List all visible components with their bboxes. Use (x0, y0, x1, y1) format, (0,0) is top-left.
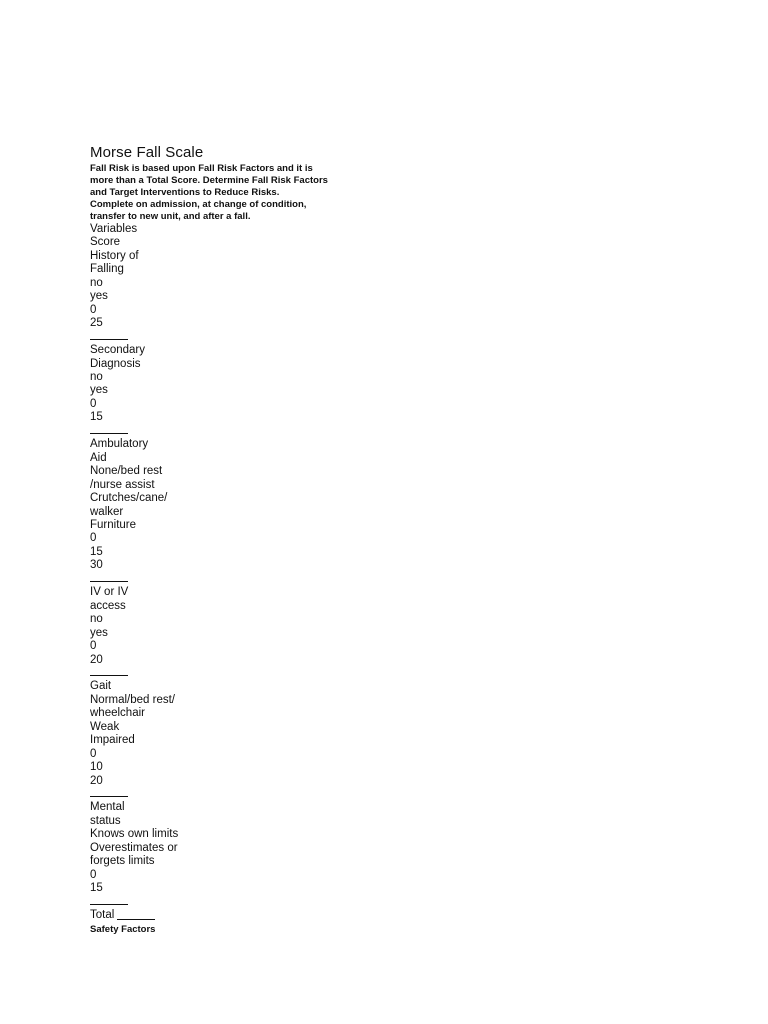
blank-underline (90, 425, 128, 434)
history-score: 25 (90, 317, 103, 330)
mental-score: 15 (90, 882, 103, 895)
mental-option: Overestimates or (90, 841, 178, 854)
mental-score: 0 (90, 868, 97, 881)
ambulatory-label: Aid (90, 451, 107, 464)
gait-option: Impaired (90, 734, 135, 747)
intro-line: Complete on admission, at change of condition, (90, 199, 307, 210)
gait-score-blank (90, 788, 510, 801)
secondary-score-blank (90, 425, 510, 438)
gait-score: 20 (90, 774, 103, 787)
header-variables: Variables (90, 223, 138, 235)
gait-option: wheelchair (90, 707, 145, 720)
history-score: 0 (90, 303, 97, 316)
ambulatory-option: Furniture (90, 518, 137, 531)
gait-option: Normal/bed rest/ (90, 693, 176, 706)
gait-label: Gait (90, 680, 112, 693)
iv-label: access (90, 599, 126, 612)
history-option: no (90, 276, 103, 289)
ambulatory-option: None/bed rest (90, 465, 163, 478)
iv-score: 20 (90, 653, 103, 666)
secondary-option: yes (90, 384, 108, 397)
ambulatory-score-blank (90, 573, 510, 586)
scale-body (90, 223, 510, 937)
intro-line: more than a Total Score. Determine Fall Risk Factors (90, 175, 328, 186)
iv-option: no (90, 613, 103, 626)
safety-factors-heading: Safety Factors (90, 923, 156, 935)
iv-score-blank (90, 667, 510, 680)
blank-underline (90, 573, 128, 582)
blank-underline (90, 788, 128, 797)
mental-score-blank (90, 896, 510, 909)
history-score-blank (90, 331, 510, 344)
total-label: Total (90, 909, 115, 922)
intro-paragraph (90, 163, 340, 223)
document-content (90, 143, 510, 937)
gait-score: 10 (90, 761, 103, 774)
gait-score: 0 (90, 747, 97, 760)
iv-option: yes (90, 626, 108, 639)
blank-underline (90, 331, 128, 340)
total-row (90, 909, 510, 922)
secondary-score: 15 (90, 411, 103, 424)
mental-option: Knows own limits (90, 828, 179, 841)
mental-option: forgets limits (90, 855, 155, 868)
ambulatory-option: walker (90, 505, 124, 518)
mental-label: Mental (90, 801, 125, 814)
document-title: Morse Fall Scale (90, 144, 204, 161)
history-label: Falling (90, 263, 124, 276)
secondary-option: no (90, 370, 103, 383)
history-label: History of (90, 249, 139, 262)
secondary-label: Diagnosis (90, 357, 141, 370)
intro-line: Fall Risk is based upon Fall Risk Factors and it is (90, 163, 313, 174)
ambulatory-option: /nurse assist (90, 478, 155, 491)
intro-line: transfer to new unit, and after a fall. (90, 211, 251, 222)
secondary-label: Secondary (90, 344, 145, 357)
blank-underline (90, 896, 128, 905)
ambulatory-option: Crutches/cane/ (90, 492, 168, 505)
history-option: yes (90, 290, 108, 303)
ambulatory-label: Ambulatory (90, 438, 149, 451)
ambulatory-score: 0 (90, 532, 97, 545)
header-score: Score (90, 236, 121, 249)
ambulatory-score: 15 (90, 545, 103, 558)
iv-label: IV or IV (90, 586, 129, 599)
ambulatory-score: 30 (90, 559, 103, 572)
mental-label: status (90, 814, 121, 827)
secondary-score: 0 (90, 397, 97, 410)
intro-line: and Target Interventions to Reduce Risks. (90, 187, 280, 198)
total-blank-underline (117, 909, 155, 920)
iv-score: 0 (90, 640, 97, 653)
blank-underline (90, 667, 128, 676)
gait-option: Weak (90, 720, 120, 733)
